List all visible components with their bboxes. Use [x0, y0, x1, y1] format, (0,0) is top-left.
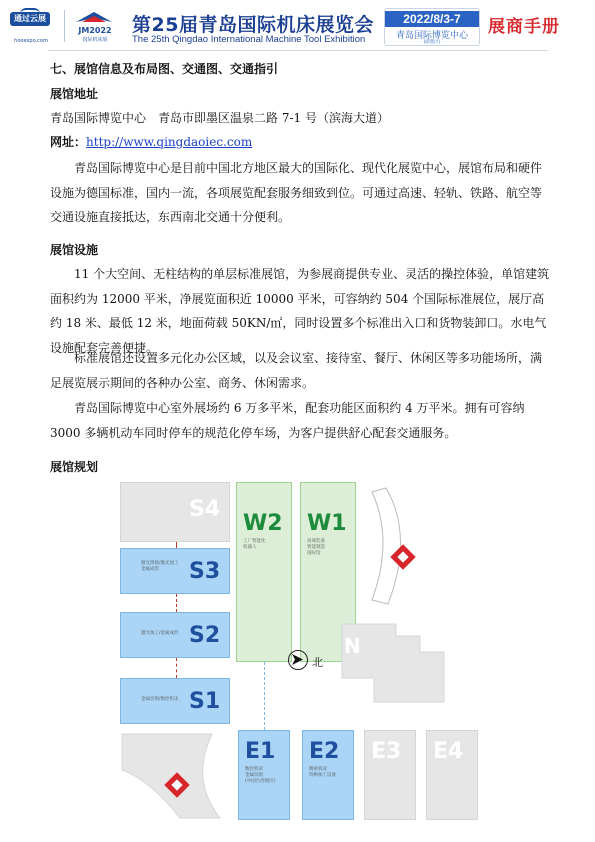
- intro-paragraph: 青岛国际博览中心是目前中国北方地区最大的国际化、现代化展览中心，展馆布局和硬件设施为德国标准，国内一流，各项展览配套服务细致到位。可通过高速、轻轨、铁路、航空等交通设施直接抵达，东西南北交通十分便利。: [50, 161, 543, 224]
- exhibition-date: 2022/8/3-7: [385, 11, 479, 27]
- corridor-line: [264, 662, 265, 730]
- hall-n[interactable]: N: [344, 634, 361, 658]
- section-title: 七、展馆信息及布局图、交通图、交通指引: [50, 62, 279, 76]
- address-line: 青岛国际博览中心 青岛市即墨区温泉二路 7-1 号（滨海大道）: [50, 111, 389, 125]
- hall-s1[interactable]: S1 金属切削/数控机床: [120, 678, 230, 724]
- logo-url: hooexpo.com: [14, 38, 48, 44]
- exhibition-venue: 青岛国际博览中心: [395, 31, 468, 41]
- page-header: [0, 0, 595, 50]
- handbook-label: 展商手册: [488, 17, 560, 37]
- curved-building-outline: [368, 486, 414, 606]
- jm-logo-sub: 国际机床展: [82, 37, 108, 43]
- corridor-line: [176, 542, 177, 548]
- hall-s4[interactable]: S4: [120, 482, 230, 542]
- hall-e2[interactable]: E2 精密机床 特种加工设备: [302, 730, 354, 820]
- jm-logo: [70, 10, 120, 44]
- header-rule: [48, 50, 548, 51]
- compass-north-label: 北: [312, 656, 323, 669]
- corridor-line: [176, 594, 177, 612]
- hall-e1[interactable]: E1 数控机床 金属切削 (中国台湾展区): [238, 730, 290, 820]
- exhibition-title-cn: 第25届青岛国际机床展览会: [132, 14, 374, 36]
- jm-logo-text: JM2022: [78, 26, 112, 35]
- hall-e4[interactable]: E4: [426, 730, 478, 820]
- north-compass-icon: [288, 650, 308, 670]
- plan-heading: 展馆规划: [50, 460, 99, 474]
- exhibition-venue-sub: (即墨区): [423, 40, 441, 45]
- facilities-heading: 展馆设施: [50, 243, 99, 257]
- jm-wing-icon: [74, 10, 114, 24]
- hall-s2[interactable]: S2 激光加工/金属成形: [120, 612, 230, 658]
- venue-floor-plan: [110, 478, 490, 823]
- date-venue-box: [384, 8, 480, 46]
- hall-s3[interactable]: S3 激光焊接/激光加工 金属成形: [120, 548, 230, 594]
- corridor-line: [176, 658, 177, 678]
- facilities-paragraph-3: 青岛国际博览中心室外展场约 6 万多平米，配套功能区面积约 4 万平米。拥有可容纳 3000 多辆机动车同时停车的规范化停车场，为客户提供舒心配套交通服务。: [50, 401, 525, 440]
- hall-w1[interactable]: W1 高端装备 智能制造 国际馆: [300, 482, 356, 662]
- website-link[interactable]: http://www.qingdaoiec.com: [86, 135, 253, 149]
- logo-badge-text: 通过云展: [10, 12, 50, 26]
- facilities-paragraph-1: 11 个大空间、无柱结构的单层标准展馆，为参展商提供专业、灵活的操控体验，单馆建筑面积约为 12000 平米，净展览面积近 10000 平米，可容纳约 504 个国际标准展位，展厅高约 18 米、最低 12 米，地面荷载 50KN/㎡，同时设置多个标准出入口和货物装卸口。水电气设施配套完善便捷。: [50, 267, 550, 355]
- hall-w2[interactable]: W2 工厂智能化 机器人: [236, 482, 292, 662]
- hall-e3[interactable]: E3: [364, 730, 416, 820]
- facilities-paragraph-2: 标准展馆还设置多元化办公区域，以及会议室、接待室、餐厅、休闲区等多功能场所，满足展览展示期间的各种办公室、商务、休闲需求。: [50, 351, 543, 390]
- header-divider: [64, 10, 65, 42]
- website-label: 网址：: [50, 135, 87, 149]
- website-row: [50, 136, 252, 148]
- address-heading: 展馆地址: [50, 87, 99, 101]
- exhibition-title-en: The 25th Qingdao International Machine Tool Exhibition: [132, 34, 366, 45]
- hooexpo-logo: [6, 8, 56, 46]
